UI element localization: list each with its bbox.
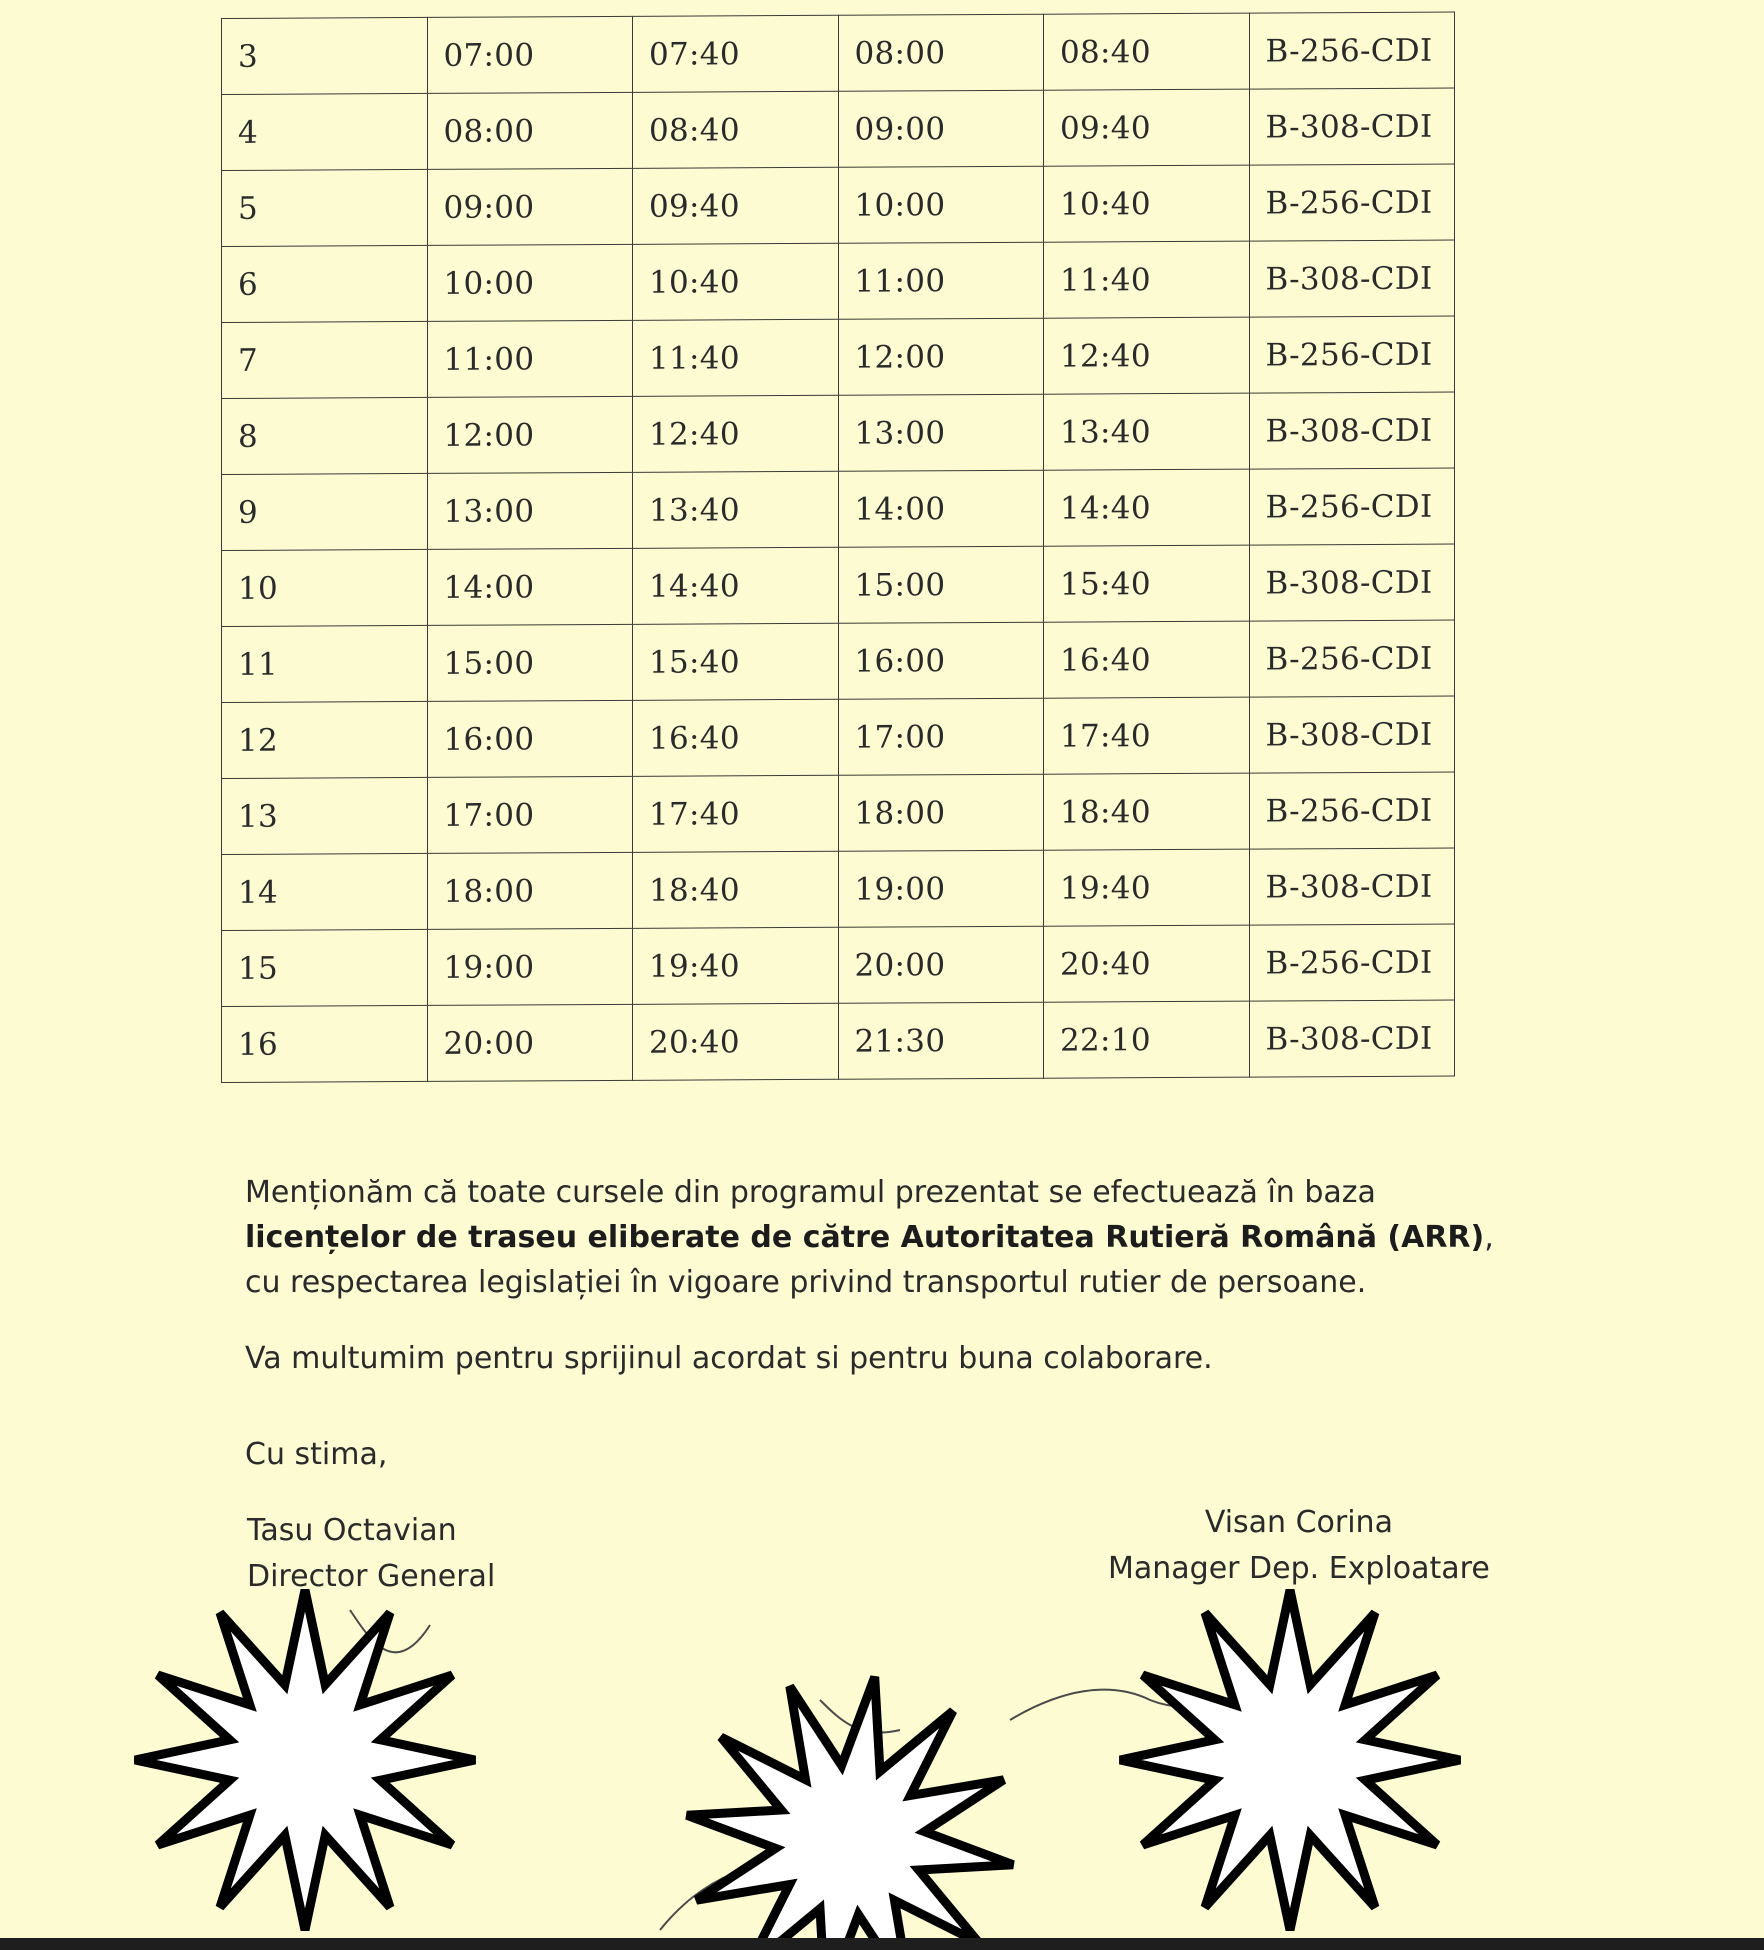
table-cell: B-256-CDI — [1249, 164, 1455, 241]
table-cell: B-308-CDI — [1249, 392, 1455, 469]
table-cell: B-308-CDI — [1249, 848, 1455, 925]
table-cell: 14:40 — [633, 547, 839, 624]
table-cell: 09:40 — [633, 167, 839, 244]
table-cell: 18:00 — [838, 774, 1044, 851]
table-cell: 16:40 — [1044, 621, 1250, 698]
table-cell: 13:40 — [633, 471, 839, 548]
table-cell: 12:40 — [633, 395, 839, 472]
table-cell: 15:40 — [1044, 545, 1250, 622]
left-signatory-title: Director General — [247, 1559, 496, 1594]
legal-paragraph-end: , cu respectarea legislației în vigoare privind transportul rutier de persoane. — [245, 1220, 1494, 1300]
table-cell: 14:00 — [838, 470, 1044, 547]
table-cell: 12 — [222, 701, 428, 778]
table-cell: 14 — [222, 853, 428, 930]
table-cell: B-256-CDI — [1249, 12, 1455, 89]
right-signatory-title: Manager Dep. Exploatare — [1108, 1551, 1490, 1586]
table-cell: 11:00 — [427, 320, 633, 397]
table-cell: 08:00 — [427, 92, 633, 169]
table-cell: 20:00 — [838, 926, 1044, 1003]
table-cell: B-256-CDI — [1249, 468, 1455, 545]
table-cell: 16:00 — [838, 622, 1044, 699]
table-cell: 13:00 — [838, 394, 1044, 471]
right-signatory-name: Visan Corina — [1204, 1505, 1393, 1540]
table-cell: 14:00 — [427, 548, 633, 625]
table-cell: 12:40 — [1044, 317, 1250, 394]
table-cell: 17:00 — [427, 776, 633, 853]
table-cell: 17:40 — [1044, 697, 1250, 774]
table-cell: 17:40 — [633, 775, 839, 852]
table-cell: 13 — [222, 777, 428, 854]
left-signatory-name: Tasu Octavian — [247, 1513, 457, 1548]
table-cell: B-256-CDI — [1249, 924, 1455, 1001]
table-cell: B-256-CDI — [1249, 772, 1455, 849]
table-cell: 07:40 — [633, 15, 839, 92]
table-cell: 11:00 — [838, 242, 1044, 319]
table-cell: 18:00 — [427, 852, 633, 929]
table-cell: B-308-CDI — [1249, 88, 1455, 165]
table-cell: 15 — [222, 929, 428, 1006]
legal-paragraph-intro: Menționăm că toate cursele din programul prezentat se efectuează în baza — [245, 1175, 1376, 1210]
table-cell: 10:40 — [1044, 165, 1250, 242]
table-cell: 08:40 — [1044, 13, 1250, 90]
table-cell: 12:00 — [427, 396, 633, 473]
table-cell: 08:40 — [633, 91, 839, 168]
legal-paragraph-bold: licențelor de traseu eliberate de către Autoritatea Rutieră Română (ARR) — [245, 1220, 1485, 1255]
table-cell: B-308-CDI — [1249, 1000, 1455, 1077]
thanks-paragraph: Va multumim pentru sprijinul acordat si pentru buna colaborare. — [245, 1341, 1213, 1376]
table-cell: 11:40 — [633, 319, 839, 396]
table-cell: 10 — [222, 549, 428, 626]
table-cell: 10:40 — [633, 243, 839, 320]
table-cell: 19:00 — [838, 850, 1044, 927]
table-cell: 16:40 — [633, 699, 839, 776]
bottom-edge-bar — [0, 1938, 1764, 1950]
table-cell: 15:40 — [633, 623, 839, 700]
table-cell: 15:00 — [838, 546, 1044, 623]
table-cell: 9 — [222, 473, 428, 550]
table-cell: B-308-CDI — [1249, 240, 1455, 317]
table-cell: 18:40 — [633, 851, 839, 928]
table-cell: 09:00 — [838, 90, 1044, 167]
table-cell: 16 — [222, 1005, 428, 1082]
table-cell: 13:40 — [1044, 393, 1250, 470]
table-cell: 8 — [222, 397, 428, 474]
table-cell: 3 — [222, 17, 428, 94]
table-cell: B-256-CDI — [1249, 620, 1455, 697]
table-cell: 18:40 — [1044, 773, 1250, 850]
table-cell: 09:40 — [1044, 89, 1250, 166]
table-cell: 19:40 — [633, 927, 839, 1004]
table-cell: 4 — [222, 93, 428, 170]
table-cell: 13:00 — [427, 472, 633, 549]
table-cell: 09:00 — [427, 168, 633, 245]
table-cell: 6 — [222, 245, 428, 322]
table-cell: 20:40 — [1044, 925, 1250, 1002]
redaction-bursts — [135, 1590, 1460, 1950]
table-cell: 19:00 — [427, 928, 633, 1005]
table-cell: 22:10 — [1044, 1001, 1250, 1078]
table-cell: 15:00 — [427, 624, 633, 701]
table-cell: 20:40 — [633, 1003, 839, 1080]
redaction-burst-right — [1120, 1590, 1460, 1930]
table-cell: 14:40 — [1044, 469, 1250, 546]
table-cell: 21:30 — [838, 1002, 1044, 1079]
table-cell: 08:00 — [838, 14, 1044, 91]
table-cell: 07:00 — [427, 16, 633, 93]
table-cell: 10:00 — [838, 166, 1044, 243]
closing-salutation: Cu stima, — [245, 1437, 388, 1472]
table-cell: 5 — [222, 169, 428, 246]
redaction-burst-center — [687, 1677, 1013, 1950]
table-cell: B-308-CDI — [1249, 544, 1455, 621]
table-cell: 10:00 — [427, 244, 633, 321]
table-cell: 12:00 — [838, 318, 1044, 395]
table-cell: 17:00 — [838, 698, 1044, 775]
table-cell: 20:00 — [427, 1004, 633, 1081]
table-cell: B-256-CDI — [1249, 316, 1455, 393]
table-cell: 7 — [222, 321, 428, 398]
table-cell: 11 — [222, 625, 428, 702]
table-cell: B-308-CDI — [1249, 696, 1455, 773]
table-cell: 11:40 — [1044, 241, 1250, 318]
table-cell: 19:40 — [1044, 849, 1250, 926]
table-cell: 16:00 — [427, 700, 633, 777]
redaction-burst-left — [135, 1590, 475, 1930]
